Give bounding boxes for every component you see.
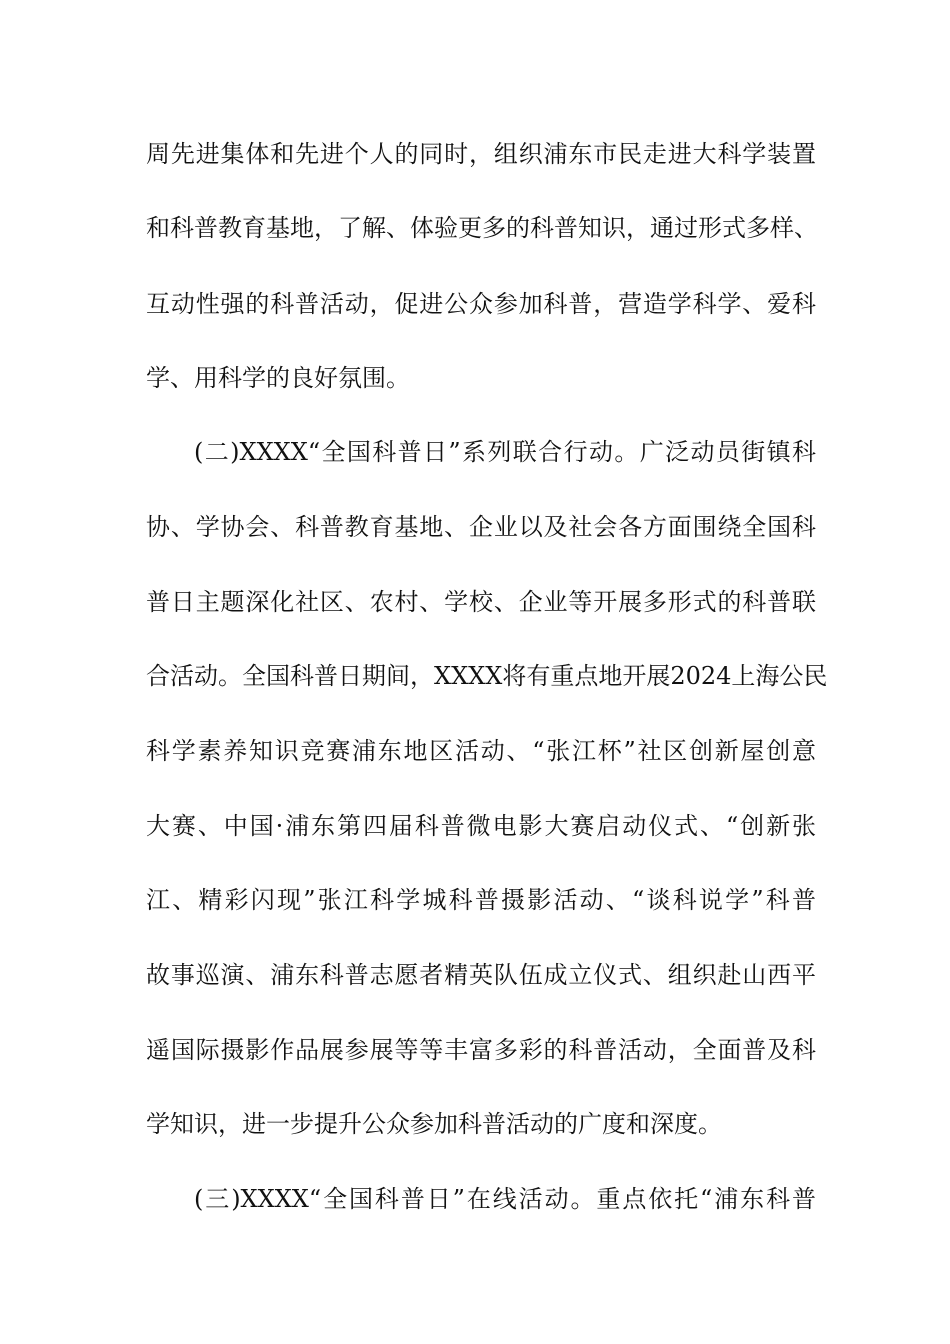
paragraph-line: 周先进集体和先进个人的同时，组织浦东市民走进大科学装置 <box>146 140 816 168</box>
paragraph-line: 学、用科学的良好氛围。 <box>146 364 410 392</box>
paragraph-line: 和科普教育基地，了解、体验更多的科普知识，通过形式多样、 <box>146 214 818 242</box>
section-heading-line: (三)XXXX“全国科普日”在线活动。重点依托“浦东科普 <box>194 1185 816 1213</box>
paragraph-line: 学知识，进一步提升公众参加科普活动的广度和深度。 <box>146 1110 722 1138</box>
section-heading-line: (二)XXXX“全国科普日”系列联合行动。广泛动员街镇科 <box>194 438 816 466</box>
paragraph-line: 合活动。全国科普日期间，XXXX将有重点地开展2024上海公民 <box>146 662 828 690</box>
paragraph-line: 互动性强的科普活动，促进公众参加科普，营造学科学、爱科 <box>146 290 816 318</box>
paragraph-line: 遥国际摄影作品展参展等等丰富多彩的科普活动，全面普及科 <box>146 1036 816 1064</box>
paragraph-line: 科学素养知识竞赛浦东地区活动、“张江杯”社区创新屋创意 <box>146 737 816 765</box>
paragraph-line: 故事巡演、浦东科普志愿者精英队伍成立仪式、组织赴山西平 <box>146 961 816 989</box>
paragraph-line: 协、学协会、科普教育基地、企业以及社会各方面围绕全国科 <box>146 513 816 541</box>
paragraph-line: 江、精彩闪现”张江科学城科普摄影活动、“谈科说学”科普 <box>146 886 816 914</box>
paragraph-line: 普日主题深化社区、农村、学校、企业等开展多形式的科普联 <box>146 588 816 616</box>
paragraph-line: 大赛、中国·浦东第四届科普微电影大赛启动仪式、“创新张 <box>146 812 816 840</box>
